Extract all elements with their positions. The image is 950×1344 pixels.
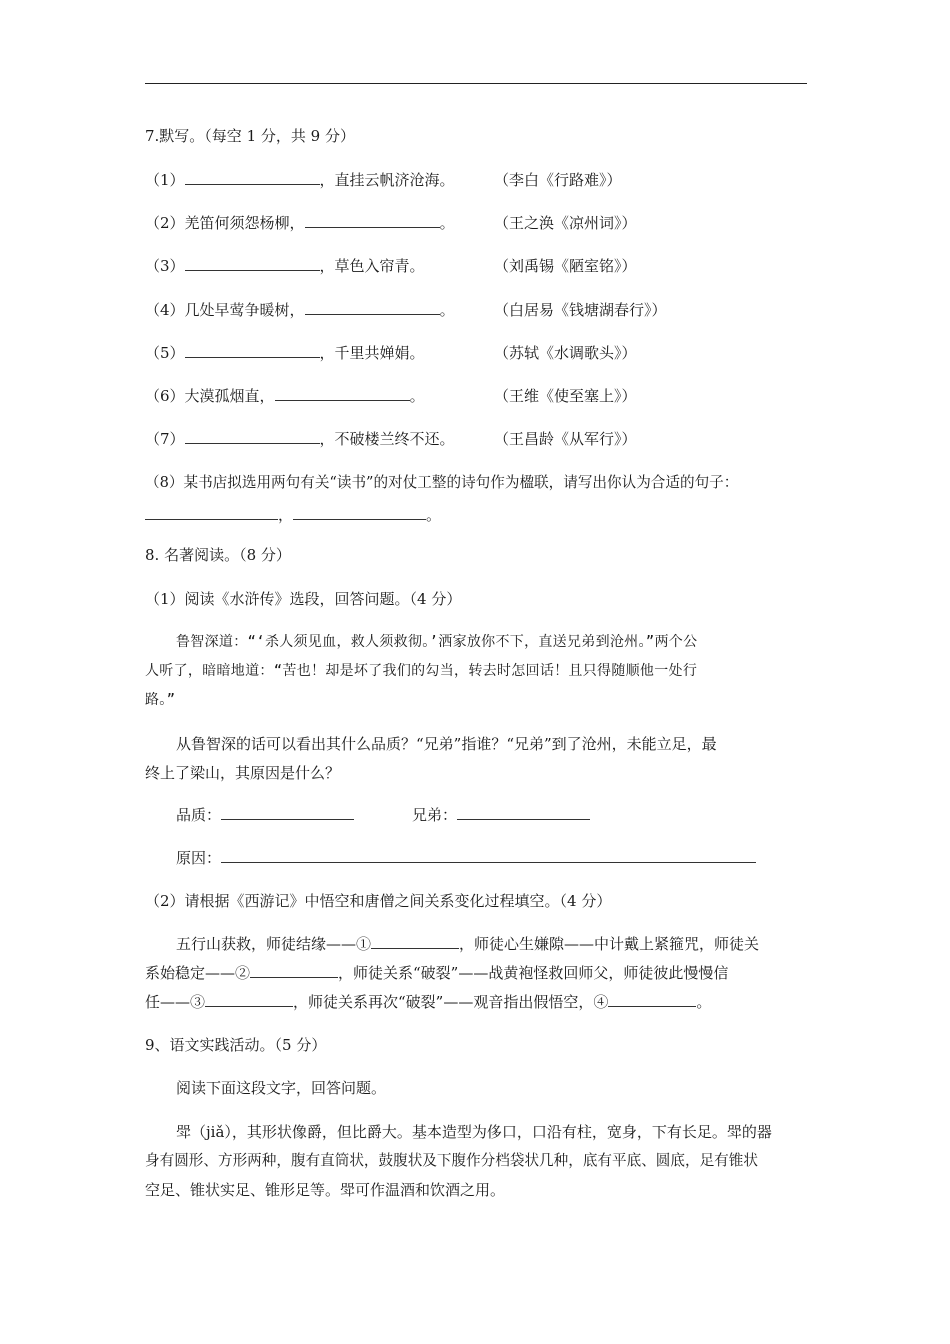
item-text: 大漠孤烟直， (184, 387, 275, 405)
item-number: （6） (145, 387, 185, 405)
q7-item-4 (145, 299, 455, 321)
fill-text: 五行山获救，师徒结缘——① (176, 935, 372, 953)
q7-item-6 (145, 385, 425, 407)
item-number: （4） (145, 301, 185, 319)
brother-blank[interactable] (457, 804, 590, 820)
q9-passage-line: 空足、锥状实足、锥形足等。斝可作温酒和饮酒之用。 (145, 1181, 506, 1199)
q9-passage-line: 斝（jiǎ），其形状像爵，但比爵大。基本造型为侈口，口沿有柱，宽身，下有长足。斝的器 (176, 1123, 772, 1141)
q7-item-3 (145, 255, 425, 277)
fill-blank-3[interactable] (205, 991, 293, 1007)
q7-item-8-answers (145, 504, 441, 526)
quality-blank[interactable] (221, 804, 354, 820)
passage-line: 人听了，暗暗地道：“苦也！却是坏了我们的勾当，转去时怎回话！且只得随顺他一处行 (145, 663, 698, 679)
header-rule (145, 83, 807, 84)
q7-item-3-source: （刘禹锡《陋室铭》） (494, 257, 637, 275)
q7-item-4-source: （白居易《钱塘湖春行》） (494, 301, 667, 319)
end-mark: 。 (426, 506, 442, 524)
q7-item-2-source: （王之涣《凉州词》） (494, 214, 637, 232)
reason-label: 原因： (176, 849, 222, 867)
q7-item-2 (145, 212, 455, 234)
item-text: 。 (439, 301, 455, 319)
item-text: 几处早莺争暖树， (184, 301, 305, 319)
q7-item-1-source: （李白《行路难》） (494, 171, 622, 189)
fill-text: 。 (696, 993, 712, 1011)
answer-blank[interactable] (185, 428, 320, 444)
separator: ， (278, 506, 294, 524)
fill-line (145, 991, 711, 1013)
answer-blank[interactable] (275, 385, 410, 401)
item-text: ，直挂云帆济沧海。 (319, 171, 455, 189)
reason-blank[interactable] (221, 847, 756, 863)
answer-blank[interactable] (185, 342, 320, 358)
q7-item-6-source: （王维《使至塞上》） (494, 387, 637, 405)
passage-line: 路。” (145, 692, 176, 708)
item-text: ，草色入帘青。 (319, 257, 425, 275)
fill-text: 任——③ (145, 993, 206, 1011)
passage-line: 鲁智深道：“‘杀人须见血，救人须救彻。’洒家放你不下，直送兄弟到沧州。”两个公 (176, 634, 698, 650)
item-text: 羌笛何须怨杨柳， (184, 214, 305, 232)
q7-title: 7.默写。（每空 1 分，共 9 分） (145, 127, 355, 145)
q8-part1-title: （1）阅读《水浒传》选段，回答问题。（4 分） (145, 590, 462, 608)
q7-item-5 (145, 342, 425, 364)
q9-passage-line: 身有圆形、方形两种，腹有直筒状，鼓腹状及下腹作分档袋状几种，底有平底、圆底，足有锥状 (145, 1152, 758, 1169)
q8-part2-title: （2）请根据《西游记》中悟空和唐僧之间关系变化过程填空。（4 分） (145, 892, 612, 910)
q7-item-7 (145, 428, 455, 450)
quality-answer-row (176, 804, 354, 826)
answer-blank[interactable] (305, 299, 440, 315)
reason-answer-row (176, 847, 756, 869)
question-line: 从鲁智深的话可以看出其什么品质？“兄弟”指谁？“兄弟”到了沧州，未能立足，最 (176, 735, 717, 753)
fill-line (176, 933, 759, 955)
item-number: （7） (145, 430, 185, 448)
answer-blank[interactable] (293, 504, 426, 520)
item-number: （5） (145, 344, 185, 362)
fill-blank-2[interactable] (250, 962, 338, 978)
item-number: （1） (145, 171, 185, 189)
brother-answer-row (412, 804, 590, 826)
answer-blank[interactable] (145, 504, 278, 520)
q8-title: 8. 名著阅读。（8 分） (145, 546, 291, 564)
question-line: 终上了梁山，其原因是什么？ (145, 764, 341, 782)
fill-text: ，师徒关系再次“破裂”——观音指出假悟空，④ (293, 993, 609, 1011)
answer-blank[interactable] (305, 212, 440, 228)
fill-text: ，师徒关系“破裂”——战黄袍怪救回师父，师徒彼此慢慢信 (338, 964, 729, 982)
item-text: 。 (439, 214, 455, 232)
q7-item-5-source: （苏轼《水调歌头》） (494, 344, 637, 362)
fill-blank-4[interactable] (608, 991, 696, 1007)
item-text: ，不破楼兰终不还。 (319, 430, 455, 448)
answer-blank[interactable] (185, 255, 320, 271)
item-number: （3） (145, 257, 185, 275)
brother-label: 兄弟： (412, 806, 458, 824)
q7-item-7-source: （王昌龄《从军行》） (494, 430, 637, 448)
q7-item-1 (145, 169, 455, 191)
q9-intro: 阅读下面这段文字，回答问题。 (176, 1079, 387, 1097)
q7-item-8: （8）某书店拟选用两句有关“读书”的对仗工整的诗句作为楹联，请写出你认为合适的句子： (145, 474, 739, 491)
item-number: （2） (145, 214, 185, 232)
quality-label: 品质： (176, 806, 222, 824)
fill-blank-1[interactable] (371, 933, 459, 949)
q9-title: 9、语文实践活动。（5 分） (145, 1036, 327, 1054)
fill-text: ，师徒心生嫌隙——中计戴上紧箍咒，师徒关 (459, 935, 760, 953)
item-text: 。 (409, 387, 425, 405)
answer-blank[interactable] (185, 169, 320, 185)
fill-text: 系始稳定——② (145, 964, 251, 982)
item-text: ，千里共婵娟。 (319, 344, 425, 362)
fill-line (145, 962, 728, 984)
